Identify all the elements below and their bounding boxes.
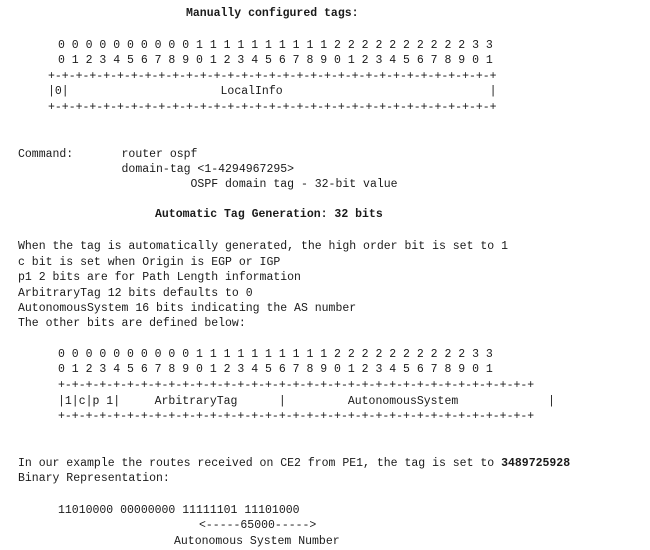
section-title-manual: Manually configured tags:	[186, 7, 359, 20]
bit-index-ones-row: 0 1 2 3 4 5 6 7 8 9 0 1 2 3 4 5 6 7 8 9 0 1 2 3 4 5 6 7 8 9 0 1	[58, 54, 493, 67]
command-line-router: Command: router ospf	[18, 148, 198, 161]
example-text: In our example the routes received on CE2 from PE1, the tag is set to	[18, 457, 502, 470]
as-label: Autonomous System Number	[174, 535, 340, 548]
desc-line-2: c bit is set when Origin is EGP or IGP	[18, 256, 281, 269]
bit-index-tens-row: 0 0 0 0 0 0 0 0 0 0 1 1 1 1 1 1 1 1 1 1 2 2 2 2 2 2 2 2 2 2 3 3	[58, 39, 493, 52]
binary-representation-label: Binary Representation:	[18, 472, 170, 485]
field-row-localinfo: |0| LocalInfo |	[48, 85, 497, 98]
example-line	[18, 456, 570, 472]
tag-value: 3489725928	[501, 457, 571, 470]
diagram-border-top: +-+-+-+-+-+-+-+-+-+-+-+-+-+-+-+-+-+-+-+-+-+-+-+-+-+-+-+-+-+-+-+-+	[48, 70, 497, 83]
diagram-border-bottom-2: +-+-+-+-+-+-+-+-+-+-+-+-+-+-+-+-+-+-+-+-+-+-+-+-+-+-+-+-+-+-+-+-+-+-+	[58, 410, 535, 423]
bit-index-tens-row-2: 0 0 0 0 0 0 0 0 0 0 1 1 1 1 1 1 1 1 1 1 2 2 2 2 2 2 2 2 2 2 3 3	[58, 348, 493, 361]
diagram-border-bottom: +-+-+-+-+-+-+-+-+-+-+-+-+-+-+-+-+-+-+-+-+-+-+-+-+-+-+-+-+-+-+-+-+	[48, 101, 497, 114]
command-line-description: OSPF domain tag - 32-bit value	[18, 178, 398, 191]
field-row-tag-format: |1|c|p 1| ArbitraryTag | AutonomousSystem |	[58, 395, 555, 408]
command-line-domain-tag: domain-tag <1-4294967295>	[18, 163, 295, 176]
desc-line-4: ArbitraryTag 12 bits defaults to 0	[18, 287, 253, 300]
binary-value: 11010000 00000000 11111101 11101000	[58, 504, 300, 517]
desc-line-5: AutonomousSystem 16 bits indicating the AS number	[18, 302, 357, 315]
desc-line-1: When the tag is automatically generated, the high order bit is set to 1	[18, 240, 508, 253]
desc-line-6: The other bits are defined below:	[18, 317, 246, 330]
as-range-marker: <-----65000----->	[199, 519, 317, 532]
section-title-automatic: Automatic Tag Generation: 32 bits	[155, 208, 383, 221]
diagram-border-top-2: +-+-+-+-+-+-+-+-+-+-+-+-+-+-+-+-+-+-+-+-+-+-+-+-+-+-+-+-+-+-+-+-+-+-+	[58, 379, 535, 392]
desc-line-3: p1 2 bits are for Path Length information	[18, 271, 301, 284]
bit-index-ones-row-2: 0 1 2 3 4 5 6 7 8 9 0 1 2 3 4 5 6 7 8 9 0 1 2 3 4 5 6 7 8 9 0 1	[58, 363, 493, 376]
